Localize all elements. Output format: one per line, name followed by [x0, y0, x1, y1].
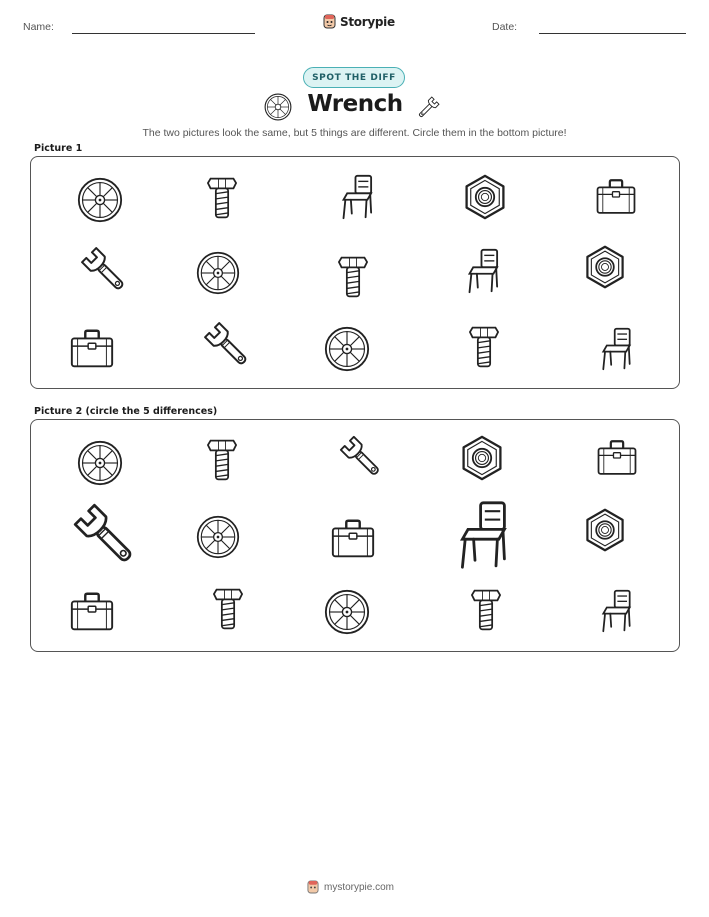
picture-1-label: Picture 1 — [34, 143, 83, 154]
footer — [307, 880, 394, 894]
title-wrench-icon — [414, 92, 444, 122]
date-field[interactable] — [539, 33, 686, 34]
picture-2-bolt-icon[interactable] — [464, 588, 508, 632]
picture-2-toolbox-icon[interactable] — [329, 515, 377, 563]
picture-2-wheel-icon[interactable] — [324, 589, 370, 635]
picture-1-toolbox-icon — [68, 325, 116, 373]
picture-1-nut-icon — [462, 174, 508, 220]
picture-2-bolt-icon[interactable] — [200, 438, 244, 482]
date-label: Date: — [492, 21, 518, 33]
picture-1-nut-icon — [583, 245, 627, 289]
title-wheel-icon — [264, 93, 292, 121]
footer-url: mystorypie.com — [324, 881, 395, 893]
brand-name: Storypie — [340, 14, 395, 29]
picture-2-chair-icon[interactable] — [598, 589, 642, 633]
spot-the-diff-badge: SPOT THE DIFF — [303, 67, 405, 88]
picture-1-chair-icon — [598, 327, 642, 371]
picture-2-toolbox-icon[interactable] — [68, 588, 116, 636]
picture-1-wheel-icon — [196, 251, 240, 295]
storypie-mascot-icon — [323, 14, 336, 29]
storypie-mascot-icon — [307, 880, 319, 894]
picture-2-nut-icon[interactable] — [583, 508, 627, 552]
page-title: Wrench — [307, 91, 403, 117]
picture-1-wrench-icon — [202, 320, 252, 370]
picture-1-bolt-icon — [331, 255, 375, 299]
picture-2-label: Picture 2 (circle the 5 differences) — [34, 406, 218, 417]
picture-1-bolt-icon — [462, 325, 506, 369]
brand-logo — [323, 14, 395, 29]
picture-2-wrench-icon[interactable] — [338, 434, 384, 480]
picture-2-wrench-icon[interactable] — [71, 501, 139, 569]
picture-1-wrench-icon — [79, 245, 129, 295]
picture-1-toolbox-icon — [594, 175, 638, 219]
name-field[interactable] — [72, 33, 255, 34]
picture-2-wheel-icon[interactable] — [77, 440, 123, 486]
picture-1-chair-icon — [338, 174, 384, 220]
picture-2-toolbox-icon[interactable] — [595, 436, 639, 480]
picture-2-nut-icon[interactable] — [459, 435, 505, 481]
name-label: Name: — [23, 21, 54, 33]
picture-1-chair-icon — [464, 248, 510, 294]
picture-2-chair-icon[interactable] — [454, 500, 524, 570]
picture-2-bolt-icon[interactable] — [206, 587, 250, 631]
picture-1-wheel-icon — [77, 177, 123, 223]
picture-1-wheel-icon — [324, 326, 370, 372]
picture-1-bolt-icon — [200, 176, 244, 220]
picture-2-wheel-icon[interactable] — [196, 515, 240, 559]
instructions: The two pictures look the same, but 5 things are different. Circle them in the bottom picture! — [142, 127, 567, 139]
